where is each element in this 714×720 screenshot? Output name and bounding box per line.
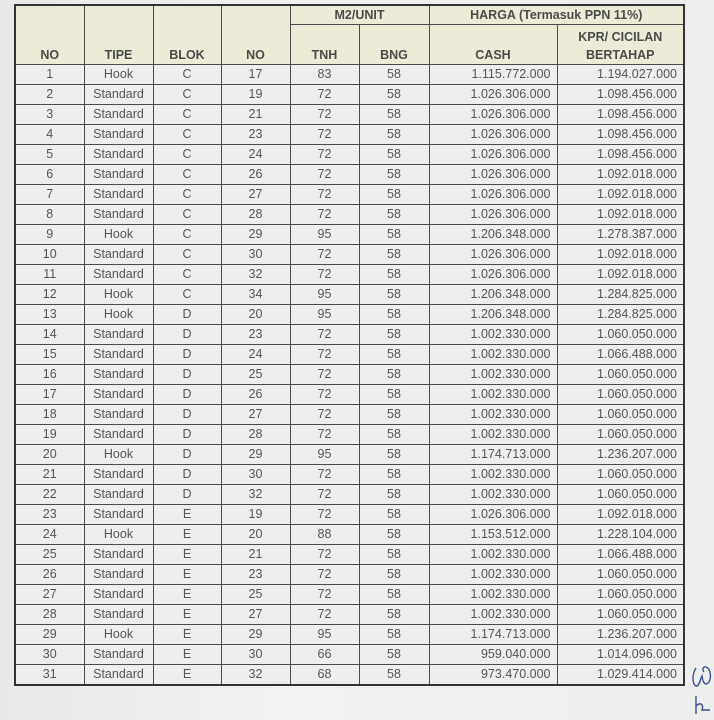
row-kpr: 1.060.050.000 — [557, 405, 684, 425]
row-blok: C — [153, 165, 221, 185]
row-unit-no: 19 — [221, 85, 290, 105]
row-no: 31 — [15, 665, 84, 686]
table-row — [15, 645, 684, 665]
row-tnh: 83 — [290, 65, 359, 85]
row-blok: D — [153, 485, 221, 505]
price-list-table — [14, 4, 685, 686]
row-unit-no: 20 — [221, 305, 290, 325]
row-unit-no: 29 — [221, 225, 290, 245]
row-tnh: 72 — [290, 165, 359, 185]
row-unit-no: 29 — [221, 625, 290, 645]
row-tipe: Standard — [84, 345, 153, 365]
row-no: 7 — [15, 185, 84, 205]
row-blok: E — [153, 605, 221, 625]
table-row — [15, 265, 684, 285]
row-bng: 58 — [359, 365, 429, 385]
table-row — [15, 585, 684, 605]
table-row — [15, 85, 684, 105]
row-cash: 1.206.348.000 — [429, 285, 557, 305]
row-unit-no: 24 — [221, 345, 290, 365]
row-tipe: Standard — [84, 245, 153, 265]
row-kpr: 1.228.104.000 — [557, 525, 684, 545]
row-unit-no: 26 — [221, 385, 290, 405]
row-blok: E — [153, 525, 221, 545]
header-kpr-line2: BERTAHAP — [585, 48, 655, 62]
row-tnh: 72 — [290, 505, 359, 525]
table-row — [15, 245, 684, 265]
row-blok: D — [153, 425, 221, 445]
row-blok: C — [153, 145, 221, 165]
row-cash: 1.002.330.000 — [429, 345, 557, 365]
header-kpr — [557, 25, 684, 65]
row-bng: 58 — [359, 125, 429, 145]
row-cash: 1.115.772.000 — [429, 65, 557, 85]
table-row — [15, 345, 684, 365]
row-unit-no: 27 — [221, 605, 290, 625]
row-tipe: Hook — [84, 305, 153, 325]
row-bng: 58 — [359, 525, 429, 545]
row-no: 14 — [15, 325, 84, 345]
row-kpr: 1.284.825.000 — [557, 305, 684, 325]
row-bng: 58 — [359, 245, 429, 265]
row-no: 27 — [15, 585, 84, 605]
row-no: 15 — [15, 345, 84, 365]
row-cash: 973.470.000 — [429, 665, 557, 686]
row-bng: 58 — [359, 165, 429, 185]
row-bng: 58 — [359, 85, 429, 105]
table-row — [15, 605, 684, 625]
row-cash: 959.040.000 — [429, 645, 557, 665]
row-no: 22 — [15, 485, 84, 505]
row-tnh: 72 — [290, 545, 359, 565]
table-row — [15, 325, 684, 345]
row-kpr: 1.092.018.000 — [557, 505, 684, 525]
row-bng: 58 — [359, 345, 429, 365]
row-bng: 58 — [359, 665, 429, 686]
row-no: 11 — [15, 265, 84, 285]
row-tnh: 72 — [290, 465, 359, 485]
table-row — [15, 185, 684, 205]
row-cash: 1.026.306.000 — [429, 205, 557, 225]
table-row — [15, 465, 684, 485]
row-cash: 1.026.306.000 — [429, 245, 557, 265]
table-row — [15, 565, 684, 585]
row-cash: 1.002.330.000 — [429, 325, 557, 345]
row-unit-no: 32 — [221, 665, 290, 686]
row-blok: C — [153, 85, 221, 105]
row-unit-no: 27 — [221, 405, 290, 425]
row-blok: D — [153, 405, 221, 425]
row-kpr: 1.060.050.000 — [557, 485, 684, 505]
row-kpr: 1.060.050.000 — [557, 585, 684, 605]
row-bng: 58 — [359, 465, 429, 485]
row-no: 8 — [15, 205, 84, 225]
row-kpr: 1.060.050.000 — [557, 605, 684, 625]
row-tnh: 95 — [290, 225, 359, 245]
row-bng: 58 — [359, 425, 429, 445]
row-no: 25 — [15, 545, 84, 565]
row-blok: C — [153, 185, 221, 205]
row-blok: C — [153, 285, 221, 305]
row-cash: 1.002.330.000 — [429, 425, 557, 445]
row-blok: C — [153, 265, 221, 285]
row-blok: D — [153, 325, 221, 345]
row-tnh: 72 — [290, 325, 359, 345]
row-unit-no: 27 — [221, 185, 290, 205]
row-tnh: 72 — [290, 425, 359, 445]
row-tipe: Standard — [84, 465, 153, 485]
row-blok: E — [153, 565, 221, 585]
row-tnh: 72 — [290, 605, 359, 625]
row-unit-no: 32 — [221, 485, 290, 505]
row-kpr: 1.098.456.000 — [557, 105, 684, 125]
row-tipe: Hook — [84, 225, 153, 245]
row-no: 2 — [15, 85, 84, 105]
row-cash: 1.206.348.000 — [429, 305, 557, 325]
row-cash: 1.002.330.000 — [429, 565, 557, 585]
row-kpr: 1.236.207.000 — [557, 445, 684, 465]
row-unit-no: 20 — [221, 525, 290, 545]
row-cash: 1.002.330.000 — [429, 465, 557, 485]
header-blok: BLOK — [153, 5, 221, 65]
row-tipe: Standard — [84, 325, 153, 345]
row-kpr: 1.060.050.000 — [557, 385, 684, 405]
row-tnh: 72 — [290, 105, 359, 125]
row-cash: 1.153.512.000 — [429, 525, 557, 545]
row-no: 3 — [15, 105, 84, 125]
table-row — [15, 545, 684, 565]
row-blok: C — [153, 205, 221, 225]
row-cash: 1.026.306.000 — [429, 185, 557, 205]
row-kpr: 1.060.050.000 — [557, 365, 684, 385]
row-cash: 1.002.330.000 — [429, 385, 557, 405]
row-tipe: Standard — [84, 405, 153, 425]
row-unit-no: 23 — [221, 125, 290, 145]
header-cash: CASH — [429, 25, 557, 65]
row-kpr: 1.098.456.000 — [557, 125, 684, 145]
row-bng: 58 — [359, 625, 429, 645]
row-no: 17 — [15, 385, 84, 405]
row-cash: 1.174.713.000 — [429, 445, 557, 465]
row-no: 21 — [15, 465, 84, 485]
row-kpr: 1.060.050.000 — [557, 325, 684, 345]
row-bng: 58 — [359, 65, 429, 85]
row-tipe: Hook — [84, 625, 153, 645]
table-row — [15, 205, 684, 225]
table-row — [15, 405, 684, 425]
row-tipe: Standard — [84, 545, 153, 565]
row-blok: E — [153, 645, 221, 665]
row-kpr: 1.014.096.000 — [557, 645, 684, 665]
row-tipe: Standard — [84, 485, 153, 505]
row-bng: 58 — [359, 505, 429, 525]
header-tnh: TNH — [290, 25, 359, 65]
row-kpr: 1.092.018.000 — [557, 185, 684, 205]
row-bng: 58 — [359, 185, 429, 205]
row-unit-no: 25 — [221, 365, 290, 385]
table-body — [15, 65, 684, 686]
table-row — [15, 145, 684, 165]
row-cash: 1.002.330.000 — [429, 485, 557, 505]
row-tnh: 72 — [290, 85, 359, 105]
row-unit-no: 21 — [221, 105, 290, 125]
row-kpr: 1.066.488.000 — [557, 545, 684, 565]
row-blok: D — [153, 445, 221, 465]
row-tnh: 72 — [290, 205, 359, 225]
row-tnh: 72 — [290, 245, 359, 265]
row-no: 28 — [15, 605, 84, 625]
row-unit-no: 23 — [221, 565, 290, 585]
row-kpr: 1.092.018.000 — [557, 265, 684, 285]
row-blok: C — [153, 125, 221, 145]
row-bng: 58 — [359, 405, 429, 425]
row-kpr: 1.092.018.000 — [557, 205, 684, 225]
row-kpr: 1.029.414.000 — [557, 665, 684, 686]
row-unit-no: 32 — [221, 265, 290, 285]
row-tipe: Standard — [84, 425, 153, 445]
row-cash: 1.026.306.000 — [429, 145, 557, 165]
row-unit-no: 28 — [221, 425, 290, 445]
row-unit-no: 34 — [221, 285, 290, 305]
row-blok: D — [153, 365, 221, 385]
row-blok: E — [153, 665, 221, 686]
table-row — [15, 385, 684, 405]
row-tipe: Hook — [84, 285, 153, 305]
row-tipe: Standard — [84, 105, 153, 125]
header-bng: BNG — [359, 25, 429, 65]
row-tipe: Hook — [84, 65, 153, 85]
row-cash: 1.026.306.000 — [429, 85, 557, 105]
row-bng: 58 — [359, 225, 429, 245]
header-harga: HARGA (Termasuk PPN 11%) — [429, 5, 684, 25]
row-no: 23 — [15, 505, 84, 525]
table-row — [15, 625, 684, 645]
table-row — [15, 665, 684, 686]
row-unit-no: 30 — [221, 465, 290, 485]
row-unit-no: 28 — [221, 205, 290, 225]
table-row — [15, 505, 684, 525]
row-cash: 1.026.306.000 — [429, 265, 557, 285]
row-no: 4 — [15, 125, 84, 145]
row-cash: 1.002.330.000 — [429, 545, 557, 565]
row-tnh: 66 — [290, 645, 359, 665]
row-cash: 1.002.330.000 — [429, 605, 557, 625]
row-tnh: 72 — [290, 565, 359, 585]
row-bng: 58 — [359, 645, 429, 665]
row-unit-no: 29 — [221, 445, 290, 465]
row-blok: D — [153, 305, 221, 325]
table-row — [15, 125, 684, 145]
row-blok: D — [153, 465, 221, 485]
row-kpr: 1.284.825.000 — [557, 285, 684, 305]
table-row — [15, 425, 684, 445]
row-tnh: 72 — [290, 485, 359, 505]
row-kpr: 1.278.387.000 — [557, 225, 684, 245]
row-tipe: Standard — [84, 605, 153, 625]
row-no: 1 — [15, 65, 84, 85]
header-m2-unit: M2/UNIT — [290, 5, 429, 25]
row-tnh: 72 — [290, 365, 359, 385]
row-tnh: 95 — [290, 625, 359, 645]
row-tipe: Standard — [84, 125, 153, 145]
row-blok: C — [153, 245, 221, 265]
row-unit-no: 30 — [221, 245, 290, 265]
row-unit-no: 30 — [221, 645, 290, 665]
row-no: 13 — [15, 305, 84, 325]
row-tnh: 68 — [290, 665, 359, 686]
row-tipe: Standard — [84, 165, 153, 185]
row-bng: 58 — [359, 265, 429, 285]
row-no: 29 — [15, 625, 84, 645]
row-tnh: 88 — [290, 525, 359, 545]
row-unit-no: 25 — [221, 585, 290, 605]
row-bng: 58 — [359, 585, 429, 605]
row-bng: 58 — [359, 605, 429, 625]
row-no: 12 — [15, 285, 84, 305]
row-blok: D — [153, 385, 221, 405]
row-no: 20 — [15, 445, 84, 465]
row-no: 6 — [15, 165, 84, 185]
row-cash: 1.002.330.000 — [429, 365, 557, 385]
row-tnh: 72 — [290, 345, 359, 365]
table-row — [15, 305, 684, 325]
table-row — [15, 65, 684, 85]
row-bng: 58 — [359, 545, 429, 565]
row-tipe: Standard — [84, 565, 153, 585]
row-tnh: 95 — [290, 445, 359, 465]
row-blok: C — [153, 105, 221, 125]
row-cash: 1.002.330.000 — [429, 585, 557, 605]
table-header — [15, 5, 684, 65]
row-cash: 1.026.306.000 — [429, 505, 557, 525]
row-bng: 58 — [359, 385, 429, 405]
row-bng: 58 — [359, 285, 429, 305]
row-cash: 1.174.713.000 — [429, 625, 557, 645]
header-unit-no: NO — [221, 5, 290, 65]
row-blok: C — [153, 65, 221, 85]
table-row — [15, 445, 684, 465]
table-row — [15, 225, 684, 245]
row-tipe: Hook — [84, 525, 153, 545]
row-no: 26 — [15, 565, 84, 585]
row-tipe: Standard — [84, 385, 153, 405]
row-tipe: Standard — [84, 265, 153, 285]
row-tipe: Standard — [84, 505, 153, 525]
row-no: 24 — [15, 525, 84, 545]
table-row — [15, 105, 684, 125]
row-tipe: Standard — [84, 365, 153, 385]
row-tnh: 72 — [290, 185, 359, 205]
row-unit-no: 26 — [221, 165, 290, 185]
row-unit-no: 23 — [221, 325, 290, 345]
row-tipe: Standard — [84, 645, 153, 665]
row-tnh: 95 — [290, 285, 359, 305]
table-row — [15, 485, 684, 505]
row-tnh: 72 — [290, 405, 359, 425]
row-blok: E — [153, 625, 221, 645]
row-kpr: 1.060.050.000 — [557, 565, 684, 585]
row-cash: 1.026.306.000 — [429, 125, 557, 145]
row-kpr: 1.236.207.000 — [557, 625, 684, 645]
row-tipe: Standard — [84, 185, 153, 205]
row-kpr: 1.194.027.000 — [557, 65, 684, 85]
row-blok: E — [153, 585, 221, 605]
row-tnh: 72 — [290, 265, 359, 285]
row-no: 16 — [15, 365, 84, 385]
row-blok: D — [153, 345, 221, 365]
row-blok: E — [153, 505, 221, 525]
row-kpr: 1.098.456.000 — [557, 145, 684, 165]
row-no: 9 — [15, 225, 84, 245]
row-no: 10 — [15, 245, 84, 265]
header-tipe: TIPE — [84, 5, 153, 65]
row-no: 5 — [15, 145, 84, 165]
row-bng: 58 — [359, 325, 429, 345]
row-tnh: 72 — [290, 585, 359, 605]
row-cash: 1.026.306.000 — [429, 165, 557, 185]
row-unit-no: 17 — [221, 65, 290, 85]
signature-mark — [690, 660, 714, 720]
row-bng: 58 — [359, 445, 429, 465]
row-tipe: Standard — [84, 145, 153, 165]
row-bng: 58 — [359, 105, 429, 125]
header-no: NO — [15, 5, 84, 65]
header-kpr-line1: KPR/ CICILAN — [578, 30, 663, 44]
row-no: 18 — [15, 405, 84, 425]
row-tnh: 72 — [290, 145, 359, 165]
row-kpr: 1.092.018.000 — [557, 245, 684, 265]
row-bng: 58 — [359, 565, 429, 585]
table-row — [15, 365, 684, 385]
row-bng: 58 — [359, 485, 429, 505]
row-kpr: 1.066.488.000 — [557, 345, 684, 365]
row-tipe: Standard — [84, 85, 153, 105]
row-no: 30 — [15, 645, 84, 665]
row-bng: 58 — [359, 205, 429, 225]
row-tnh: 95 — [290, 305, 359, 325]
row-unit-no: 21 — [221, 545, 290, 565]
row-kpr: 1.092.018.000 — [557, 165, 684, 185]
row-kpr: 1.060.050.000 — [557, 465, 684, 485]
row-tipe: Standard — [84, 205, 153, 225]
row-blok: E — [153, 545, 221, 565]
row-unit-no: 19 — [221, 505, 290, 525]
row-kpr: 1.098.456.000 — [557, 85, 684, 105]
row-tnh: 72 — [290, 125, 359, 145]
row-no: 19 — [15, 425, 84, 445]
row-unit-no: 24 — [221, 145, 290, 165]
table-row — [15, 165, 684, 185]
row-bng: 58 — [359, 305, 429, 325]
row-cash: 1.002.330.000 — [429, 405, 557, 425]
row-tipe: Hook — [84, 445, 153, 465]
table-row — [15, 285, 684, 305]
row-kpr: 1.060.050.000 — [557, 425, 684, 445]
table-row — [15, 525, 684, 545]
row-tnh: 72 — [290, 385, 359, 405]
row-bng: 58 — [359, 145, 429, 165]
row-tipe: Standard — [84, 665, 153, 686]
row-blok: C — [153, 225, 221, 245]
row-cash: 1.026.306.000 — [429, 105, 557, 125]
row-cash: 1.206.348.000 — [429, 225, 557, 245]
row-tipe: Standard — [84, 585, 153, 605]
